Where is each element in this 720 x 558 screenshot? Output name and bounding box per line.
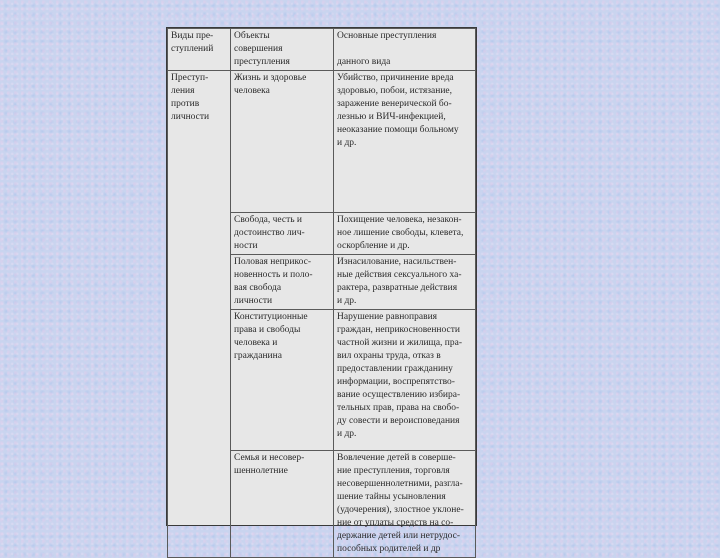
- crimes-cell: Вовлечение детей в соверше- ние преступления, торговля несовершеннолетними, разгла- шение тайны усыновления (удочерения), злостное уклоне- ние от уплаты средств на со- держание детей или нетрудос- пособных родителей и др: [334, 451, 476, 558]
- crimes-cell: Изнасилование, насильствен- ные действия сексуального ха- рактера, развратные действия и др.: [334, 255, 476, 310]
- header-main-crimes: Основные преступления данного вида: [334, 29, 476, 71]
- object-cell: Конституционные права и свободы человека и гражданина: [231, 310, 334, 451]
- object-cell: Семья и несовер- шеннолетние: [231, 451, 334, 558]
- header-crime-types: Виды пре- ступлений: [168, 29, 231, 71]
- crimes-cell: Нарушение равноправия граждан, неприкосновенности частной жизни и жилища, пра- вил охраны труда, отказ в предоставлении гражданину информации, воспрепятство- вание осуществлению избира- тельных прав, права на свобо- ду совести и вероисповедания и др.: [334, 310, 476, 451]
- object-cell: Жизнь и здоровье человека: [231, 71, 334, 213]
- crimes-cell: Убийство, причинение вреда здоровью, побои, истязание, заражение венерической бо- лезнью и ВИЧ-инфекцией, неоказание помощи больному и др.: [334, 71, 476, 213]
- crimes-cell: Похищение человека, незакон- ное лишение свободы, клевета, оскорбление и др.: [334, 213, 476, 255]
- crimes-table: [167, 28, 476, 558]
- table-row: [168, 71, 476, 213]
- object-cell: Свобода, честь и достоинство лич- ности: [231, 213, 334, 255]
- header-objects: Объекты совершения преступления: [231, 29, 334, 71]
- table-header-row: [168, 29, 476, 71]
- category-cell: Преступ- ления против личности: [168, 71, 231, 558]
- object-cell: Половая неприкос- новенность и поло- вая свобода личности: [231, 255, 334, 310]
- document-page: [166, 27, 477, 554]
